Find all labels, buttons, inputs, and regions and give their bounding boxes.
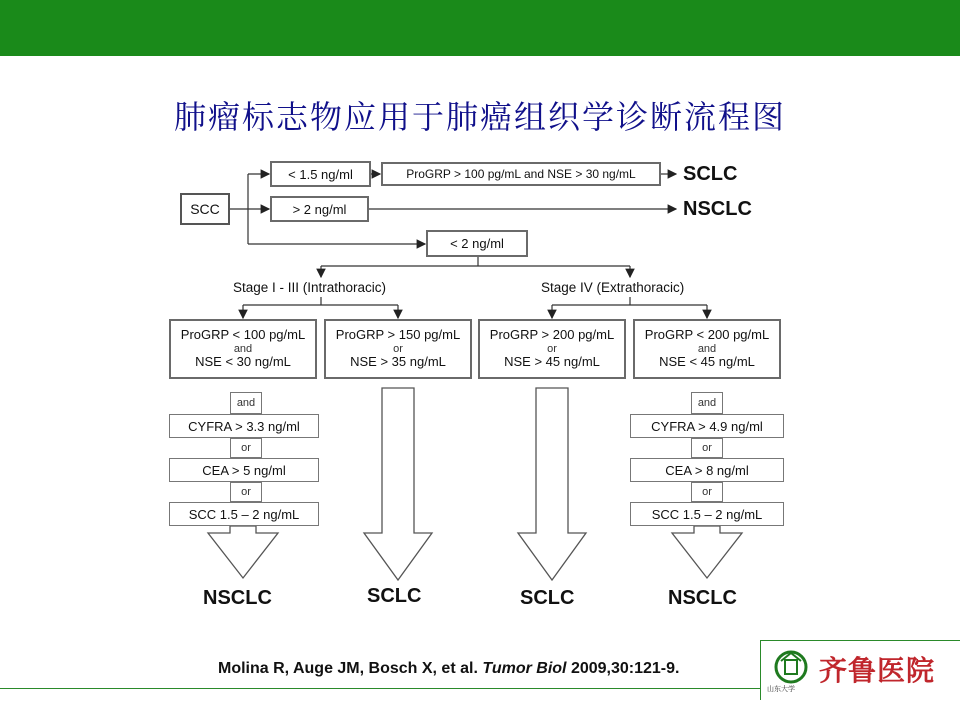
right-chain-or-2: or bbox=[691, 482, 723, 502]
reference-journal: Tumor Biol bbox=[482, 660, 567, 677]
criteria-box-4 bbox=[633, 319, 781, 379]
down-arrow-2 bbox=[364, 388, 432, 580]
criteria-box-2 bbox=[324, 319, 472, 379]
right-chain-and: and bbox=[691, 392, 723, 414]
branch-high-box: > 2 ng/ml bbox=[270, 196, 369, 222]
left-chain-and: and bbox=[230, 392, 262, 414]
criteria-2-line2: NSE > 35 ng/mL bbox=[350, 354, 446, 370]
criteria-3-line2: NSE > 45 ng/mL bbox=[504, 354, 600, 370]
left-chain-or-1: or bbox=[230, 438, 262, 458]
result-sclc-top: SCLC bbox=[683, 163, 738, 185]
criteria-1-line1: ProGRP < 100 pg/mL bbox=[180, 326, 306, 342]
criteria-4-line1: ProGRP < 200 pg/mL bbox=[644, 326, 770, 342]
right-chain-or-1: or bbox=[691, 438, 723, 458]
outcome-4: NSCLC bbox=[668, 587, 737, 609]
slide-title: 肺瘤标志物应用于肺癌组织学诊断流程图 bbox=[173, 98, 786, 136]
outcome-3: SCLC bbox=[520, 587, 575, 609]
outcome-2: SCLC bbox=[367, 585, 422, 607]
branch-mid-box: < 2 ng/ml bbox=[426, 230, 528, 257]
criteria-2-line1: ProGRP > 150 pg/mL bbox=[335, 326, 461, 342]
hospital-logo bbox=[760, 640, 960, 700]
reference-authors: Molina R, Auge JM, Bosch X, et al. bbox=[218, 660, 483, 677]
criteria-box-1 bbox=[169, 319, 317, 379]
right-chain-cea: CEA > 8 ng/ml bbox=[630, 458, 784, 482]
result-nsclc-top: NSCLC bbox=[683, 198, 752, 220]
criteria-2-conj: or bbox=[393, 342, 403, 355]
criteria-1-conj: and bbox=[233, 342, 253, 355]
stage-left-label: Stage I - III (Intrathoracic) bbox=[233, 280, 387, 295]
criteria-4-line2: NSE < 45 ng/mL bbox=[659, 354, 755, 370]
university-label: 山东大学 bbox=[767, 685, 795, 693]
criteria-3-conj: or bbox=[547, 342, 557, 355]
down-arrow-4 bbox=[672, 526, 742, 578]
reference-citation-detail: 2009,30:121-9. bbox=[566, 660, 680, 677]
root-scc-box: SCC bbox=[180, 193, 230, 225]
branch-low-criteria-box: ProGRP > 100 pg/mL and NSE > 30 ng/mL bbox=[381, 162, 661, 186]
right-chain-cyfra: CYFRA > 4.9 ng/ml bbox=[630, 414, 784, 438]
left-chain-scc: SCC 1.5 – 2 ng/mL bbox=[169, 502, 319, 526]
branch-low-box: < 1.5 ng/ml bbox=[270, 161, 371, 187]
left-chain-cea: CEA > 5 ng/ml bbox=[169, 458, 319, 482]
stage-right-label: Stage IV (Extrathoracic) bbox=[541, 280, 685, 295]
right-chain-scc: SCC 1.5 – 2 ng/mL bbox=[630, 502, 784, 526]
criteria-4-conj: and bbox=[697, 342, 717, 355]
footer-divider bbox=[0, 688, 760, 689]
left-chain-cyfra: CYFRA > 3.3 ng/ml bbox=[169, 414, 319, 438]
hospital-name: 齐鲁医院 bbox=[819, 654, 936, 687]
reference-citation bbox=[218, 660, 679, 678]
criteria-1-line2: NSE < 30 ng/mL bbox=[195, 354, 291, 370]
down-arrow-1 bbox=[208, 526, 278, 578]
down-arrow-3 bbox=[518, 388, 586, 580]
outcome-1: NSCLC bbox=[203, 587, 272, 609]
criteria-box-3 bbox=[478, 319, 626, 379]
left-chain-or-2: or bbox=[230, 482, 262, 502]
criteria-3-line1: ProGRP > 200 pg/mL bbox=[489, 326, 615, 342]
